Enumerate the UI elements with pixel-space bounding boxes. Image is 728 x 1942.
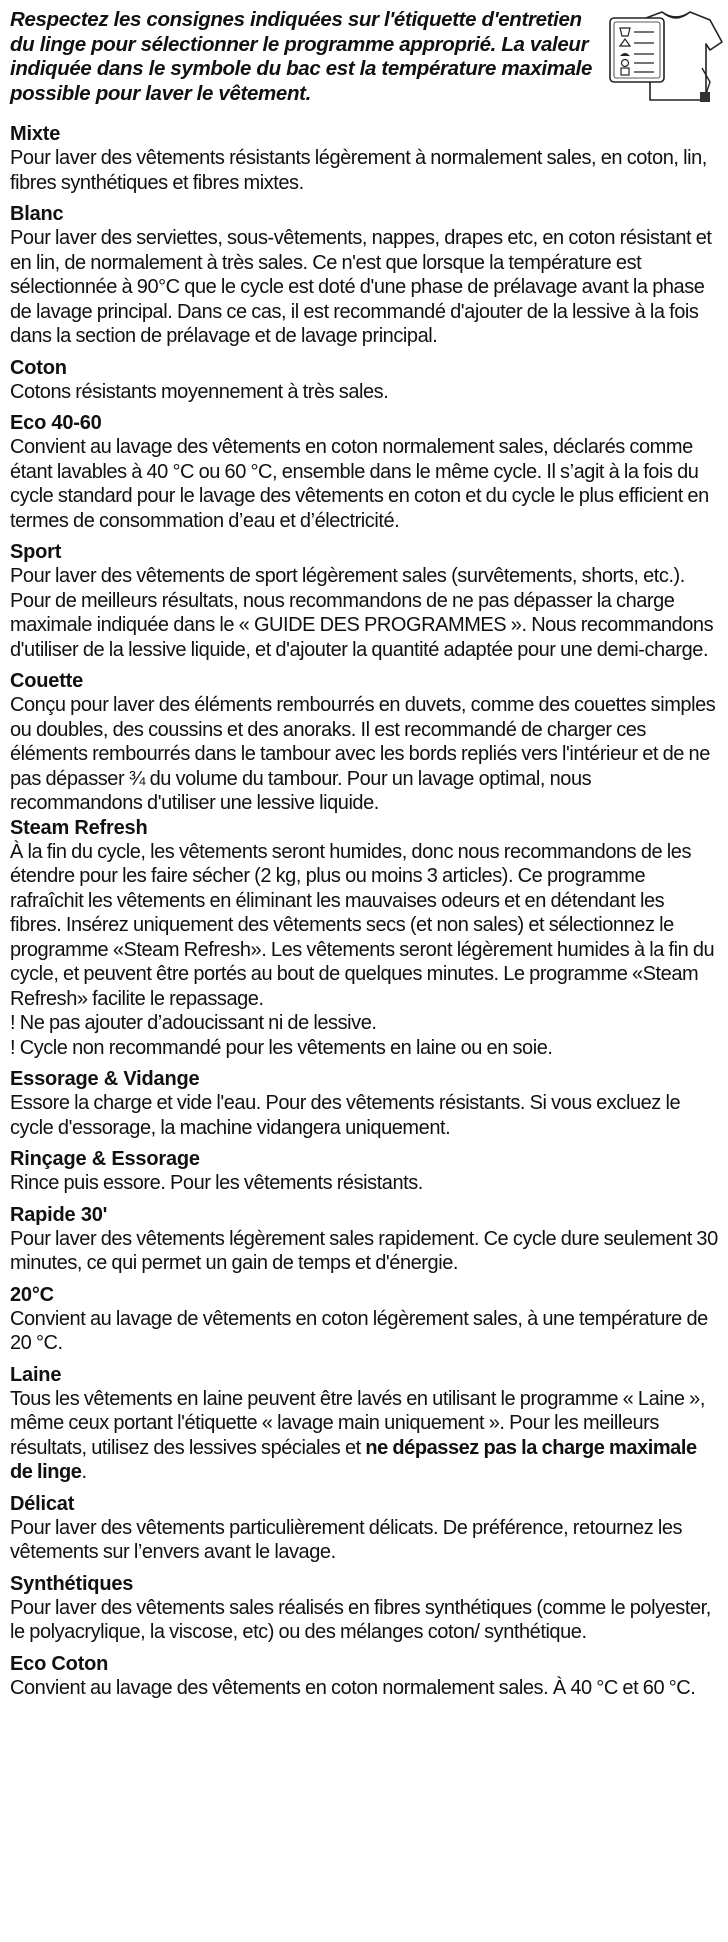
program-rincage-essorage: [10, 1147, 718, 1196]
program-description: Essore la charge et vide l'eau. Pour des vêtements résistants. Si vous excluez le cycle d'essorage, la machine vidangera uniquement.: [10, 1092, 681, 1139]
program-title: Essorage & Vidange: [10, 1068, 200, 1090]
program-synthetiques: [10, 1572, 718, 1645]
program-mixte: [10, 122, 718, 195]
program-description: Rince puis essore. Pour les vêtements résistants.: [10, 1172, 423, 1194]
program-description: Pour laver des vêtements résistants légèrement à normalement sales, en coton, lin, fibres synthétiques et fibres mixtes.: [10, 147, 707, 194]
program-sport: [10, 540, 718, 662]
program-couette: [10, 669, 718, 816]
program-title: Délicat: [10, 1492, 75, 1515]
program-description: [10, 1387, 718, 1485]
program-title: Laine: [10, 1363, 62, 1386]
program-description: Pour laver des vêtements légèrement sales rapidement. Ce cycle dure seulement 30 minutes, ce qui permet un gain de temps et d'énergie.: [10, 1227, 718, 1274]
program-title: Coton: [10, 356, 67, 379]
program-description-text: Tous les vêtements en laine peuvent être lavés en utilisant le programme « Laine », même ceux portant l'étiquette « lavage main uniquement ». Pour les meilleurs résultats, utilisez des lessives spéciales et: [10, 1387, 705, 1459]
program-title: Synthétiques: [10, 1572, 134, 1595]
program-eco-coton: [10, 1652, 718, 1701]
program-description: Convient au lavage des vêtements en coton normalement sales, déclarés comme étant lavables à 40 °C ou 60 °C, ensemble dans le même cycle. Il s’agit à la fois du cycle standard pour le lavage des vêtements en coton et du cycle le plus efficient en termes de consommation d’eau et d’électricité.: [10, 436, 709, 532]
program-description-text: À la fin du cycle, les vêtements seront humides, donc nous recommandons de les étendre pour les faire sécher (2 kg, plus ou moins 3 articles). Ce programme rafraîchit les vêtements en éliminant les mauvaises odeurs et en détendant les fibres. Insérez uniquement des vêtements secs (et non sales) et sélectionnez le programme «Steam Refresh». Les vêtements seront légèrement humides à la fin du cycle, et peuvent être portés au bout de quelques minutes. Le programme «Steam Refresh» facilite le repassage.: [10, 840, 715, 1010]
program-coton: [10, 356, 718, 405]
program-description: Convient au lavage de vêtements en coton légèrement sales, à une température de 20 °C.: [10, 1307, 708, 1354]
program-title: Steam Refresh: [10, 816, 148, 839]
program-description-end: .: [81, 1461, 87, 1483]
intro-block: [10, 8, 718, 108]
manual-page: [10, 8, 718, 1707]
program-20c: [10, 1283, 718, 1356]
program-title: Blanc: [10, 203, 64, 225]
program-blanc: [10, 202, 718, 349]
program-description: Pour laver des vêtements de sport légèrement sales (survêtements, shorts, etc.). Pour de meilleurs résultats, nous recommandons de ne pas dépasser la charge maximale indiquée dans le « GUIDE DES PROGRAMMES ». Nous recommandons d'utiliser de la lessive liquide, et d'ajouter la quantité adaptée pour une demi-charge.: [10, 565, 714, 661]
warning-note: ! Cycle non recommandé pour les vêtements en laine ou en soie.: [10, 1036, 553, 1059]
program-description: Convient au lavage des vêtements en coton normalement sales. À 40 °C et 60 °C.: [10, 1676, 696, 1699]
program-description: Pour laver des vêtements sales réalisés en fibres synthétiques (comme le polyester, le polyacrylique, la viscose, etc) ou des mélanges coton/ synthétique.: [10, 1596, 711, 1643]
program-title: Rinçage & Essorage: [10, 1148, 200, 1170]
program-title: Eco Coton: [10, 1652, 109, 1675]
program-title: 20°C: [10, 1283, 54, 1306]
program-title: Sport: [10, 541, 62, 563]
care-label-shirt-icon: [606, 8, 724, 108]
program-description: [10, 840, 718, 1061]
program-description: Cotons résistants moyennement à très sales.: [10, 380, 389, 403]
program-emphasis: ne dépassez pas la charge maximale de linge: [10, 1436, 697, 1483]
program-description: Conçu pour laver des éléments rembourrés en duvets, comme des couettes simples ou doubles, des coussins et des anoraks. Il est recommandé de charger ces éléments rembourrés dans le tambour avec les bords repliés vers l'intérieur et de ne pas dépasser ¾ du volume du tambour. Pour un lavage optimal, nous recommandons d'utiliser une lessive liquide.: [10, 694, 716, 814]
program-description: Pour laver des vêtements particulièrement délicats. De préférence, retournez les vêtements sur l’envers avant le lavage.: [10, 1516, 683, 1563]
program-title: Eco 40-60: [10, 412, 102, 434]
intro-text: Respectez les consignes indiquées sur l'étiquette d'entretien du linge pour sélectionner le programme approprié. La valeur indiquée dans le symbole du bac est la température maximale possible pour laver le vêtement.: [10, 8, 593, 105]
program-title: Rapide 30': [10, 1203, 108, 1226]
program-title: Couette: [10, 670, 84, 692]
program-title: Mixte: [10, 123, 61, 145]
program-steam-refresh: [10, 816, 718, 1061]
program-eco-40-60: [10, 411, 718, 533]
program-description: Pour laver des serviettes, sous-vêtements, nappes, drapes etc, en coton résistant et en lin, de normalement à très sales. Ce n'est que lorsque la température est sélectionnée à 90°C que le cycle est doté d'une phase de prélavage avant la phase de lavage principal. Dans ce cas, il est recommandé d'ajouter de la lessive à la fois dans la section de prélavage et de lavage principal.: [10, 227, 712, 347]
warning-note: ! Ne pas ajouter d’adoucissant ni de lessive.: [10, 1012, 377, 1034]
program-essorage-vidange: [10, 1067, 718, 1140]
program-delicat: [10, 1492, 718, 1565]
program-laine: [10, 1363, 718, 1485]
program-rapide-30: [10, 1203, 718, 1276]
